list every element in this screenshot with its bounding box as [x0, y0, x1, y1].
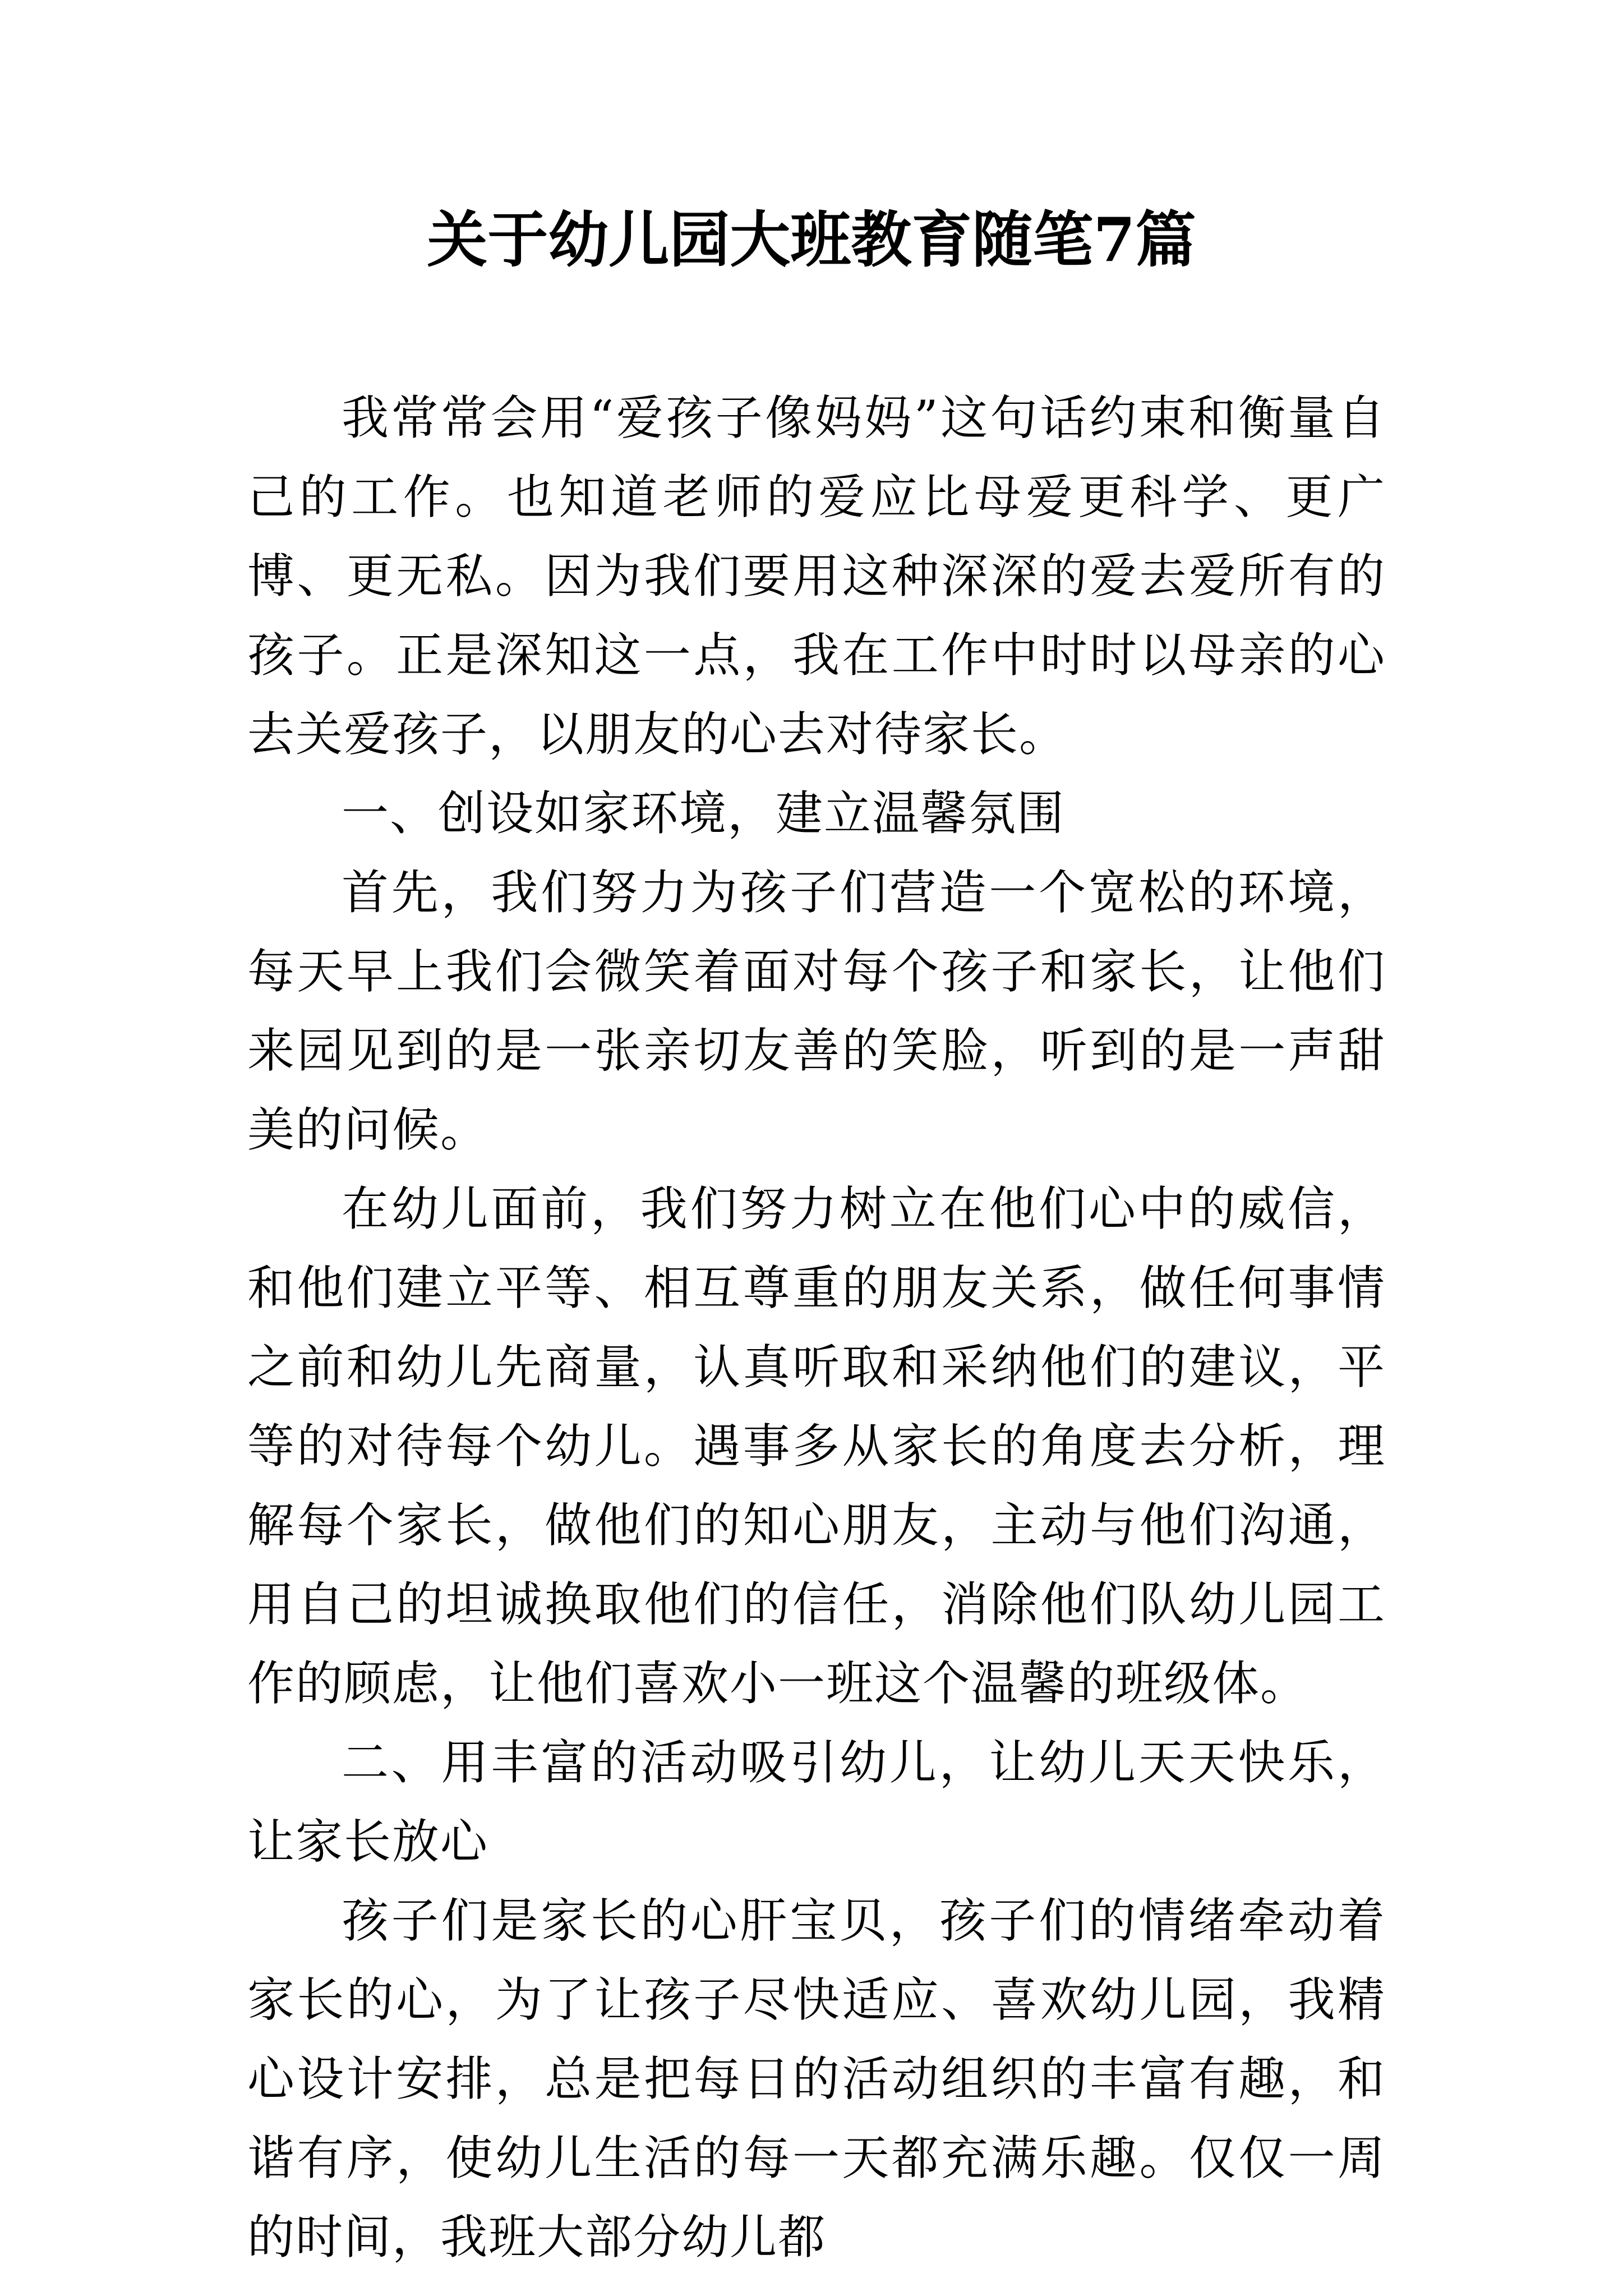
paragraph-activities: 孩子们是家长的心肝宝贝，孩子们的情绪牵动着家长的心，为了让孩子尽快适应、喜欢幼儿园，我精心设计安排，总是把每日的活动组织的丰富有趣，和谐有序，使幼儿生活的每一天都充满乐趣。仅仅一周的时间，我班大部分幼儿都	[247, 1893, 1386, 2265]
document-title: 关于幼儿园大班教育随笔7篇	[427, 205, 1196, 275]
document-body	[247, 379, 1386, 2277]
paragraph-relationship: 在幼儿面前，我们努力树立在他们心中的威信，和他们建立平等、相互尊重的朋友关系，做任何事情之前和幼儿先商量，认真听取和采纳他们的建议，平等的对待每个幼儿。遇事多从家长的角度去分析，理解每个家长，做他们的知心朋友，主动与他们沟通，用自己的坦诚换取他们的信任，消除他们队幼儿园工作的顾虑，让他们喜欢小一班这个温馨的班级体。	[247, 1181, 1386, 1711]
paragraph-environment: 首先，我们努力为孩子们营造一个宽松的环境，每天早上我们会微笑着面对每个孩子和家长，让他们来园见到的是一张亲切友善的笑脸，听到的是一声甜美的问候。	[247, 865, 1386, 1157]
section-heading-1: 一、创设如家环境，建立温馨氛围	[342, 786, 1066, 841]
section-heading-2: 二、用丰富的活动吸引幼儿，让幼儿天天快乐，让家长放心	[247, 1735, 1386, 1869]
paragraph-intro: 我常常会用“爱孩子像妈妈”这句话约束和衡量自己的工作。也知道老师的爱应比母爱更科学、更广博、更无私。因为我们要用这种深深的爱去爱所有的孩子。正是深知这一点，我在工作中时时以母亲的心去关爱孩子，以朋友的心去对待家长。	[247, 390, 1386, 762]
